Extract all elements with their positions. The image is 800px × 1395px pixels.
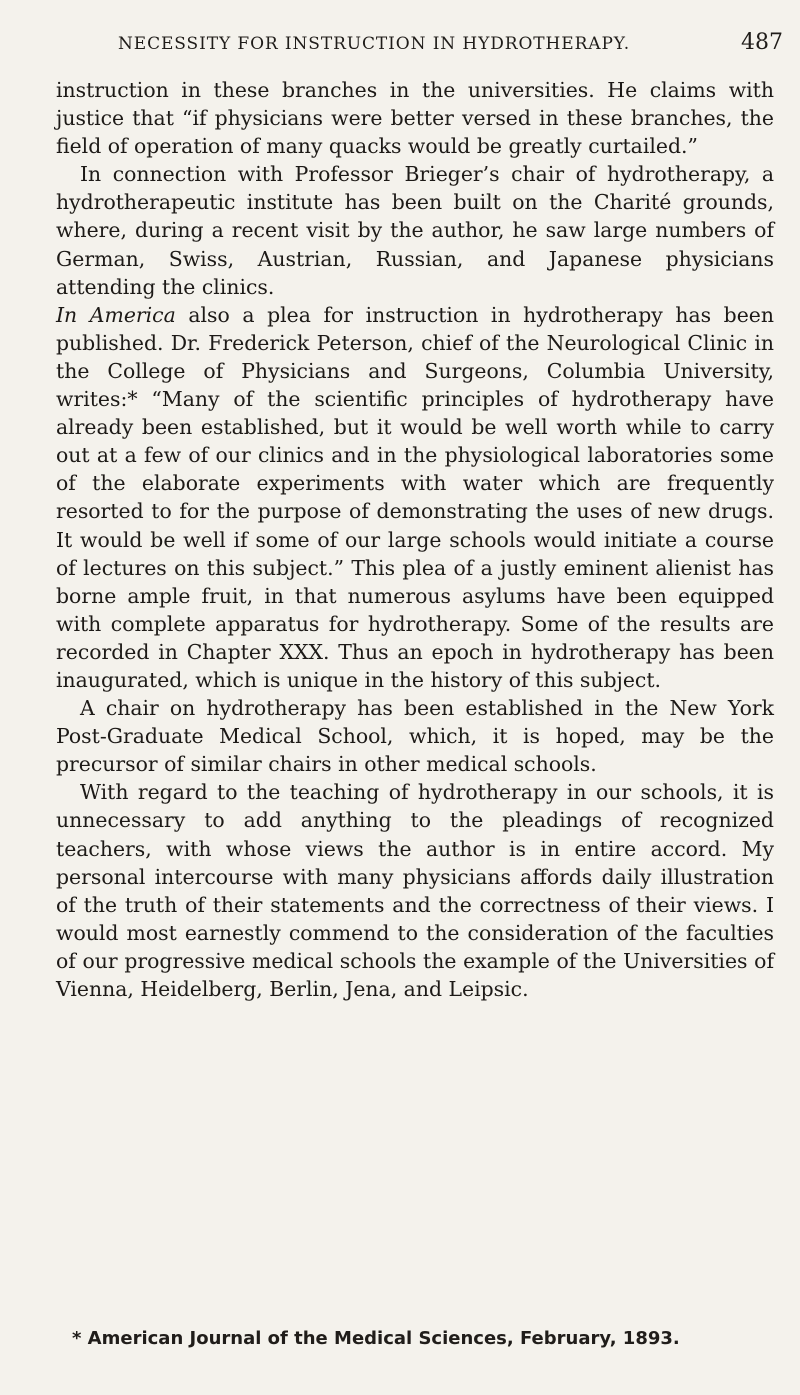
page-number: 487	[741, 30, 783, 55]
body-text	[56, 76, 774, 1003]
paragraph-4: With regard to the teaching of hydrotherapy in our schools, it is unnecessary to add anything to the pleadings of recognized teachers, with whose views the author is in entire accord. My personal intercourse with many physicians affords daily illustration of the truth of their statements and the correctness of their views. I would most earnestly commend to the consideration of the faculties of our progressive medical schools the example of the Universities of Vienna, Heidelberg, Berlin, Jena, and Leipsic.	[56, 780, 774, 1001]
running-title: NECESSITY FOR INSTRUCTION IN HYDROTHERAPY.	[118, 34, 631, 54]
paragraph-1: instruction in these branches in the universities. He claims with justice that “if physicians were better versed in these branches, the field of operation of many quacks would be greatly curtailed.”	[56, 78, 774, 159]
paragraph-3: A chair on hydrotherapy has been established in the New York Post-Graduate Medical School, which, it is hoped, may be the precursor of similar chairs in other medical schools.	[56, 696, 774, 777]
paragraph-2-emphasis: In America	[56, 302, 176, 327]
running-head	[100, 16, 785, 58]
paragraph-2-part-1: In connection with Professor Brieger’s chair of hydrotherapy, a hydrotherapeutic institute has been built on the Charité grounds, where, during a recent visit by the author, he saw large numbers of German, Swiss, Austrian, Russian, and Japanese physicians attending the clinics.	[56, 162, 774, 299]
paragraph-2	[56, 160, 774, 694]
footnote: * American Journal of the Medical Sciences, February, 1893.	[72, 1328, 680, 1349]
paragraph-2-part-2: also a plea for instruction in hydrotherapy has been published. Dr. Frederick Peterson, chief of the Neurological Clinic in the College of Physicians and Surgeons, Columbia University, writes:* “Many of the scientific principles of hydrotherapy have already been established, but it would be well worth while to carry out at a few of our clinics and in the physiological laboratories some of the elaborate experiments with water which are frequently resorted to for the purpose of demonstrating the uses of new drugs. It would be well if some of our large schools would initiate a course of lectures on this subject.” This plea of a justly eminent alienist has borne ample fruit, in that numerous asylums have been equipped with complete apparatus for hydrotherapy. Some of the results are recorded in Chapter XXX. Thus an epoch in hydrotherapy has been inaugurated, which is unique in the history of this subject.	[56, 302, 775, 692]
